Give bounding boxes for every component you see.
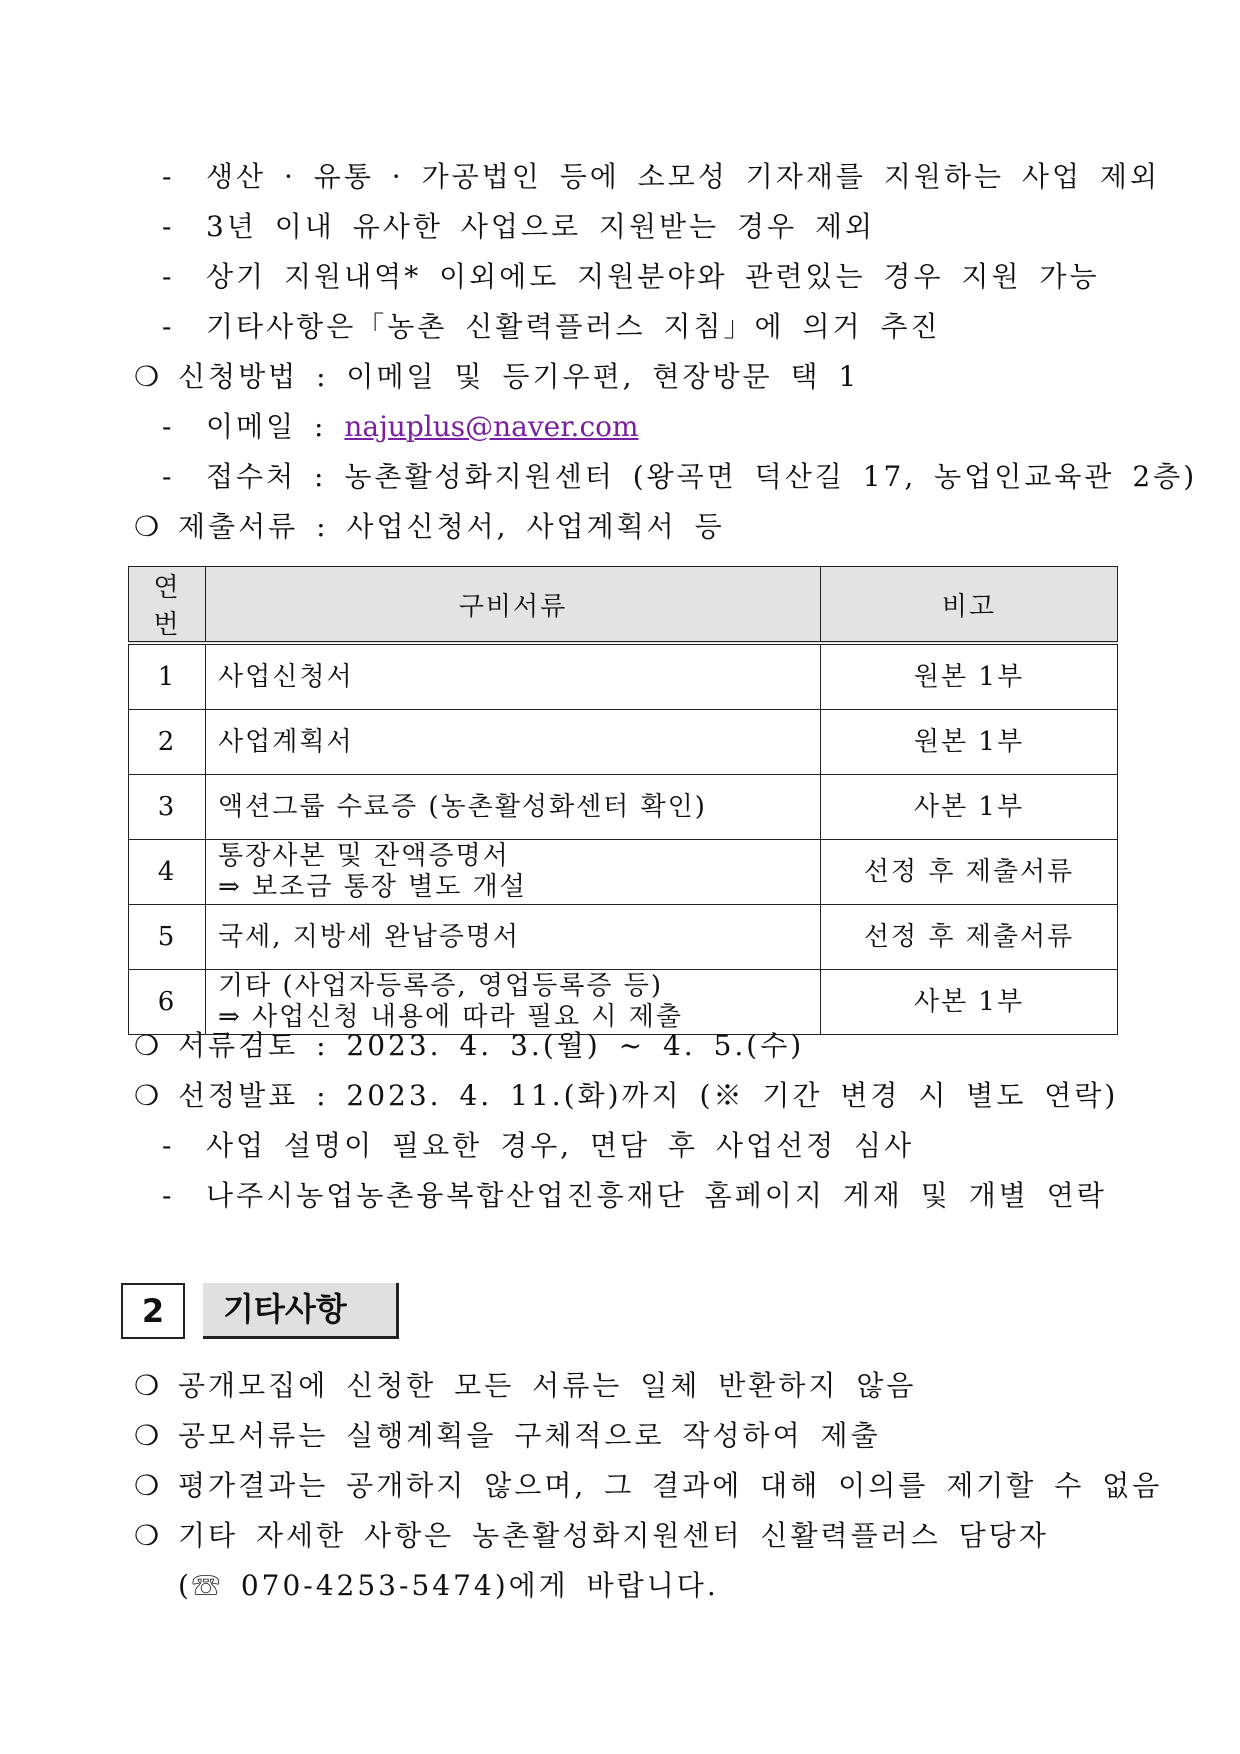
dash-bullet: - [162,260,175,293]
office-line: - 접수처 : 농촌활성화지원센터 (왕곡면 덕산길 17, 농업인교육관 2층) [162,457,1197,497]
contact-line: (☏ 070-4253-5474)에게 바랍니다. [178,1569,719,1602]
row-note: 원본 1부 [821,710,1118,775]
email-link[interactable]: najuplus@naver.com [344,410,639,443]
selection-announcement: ❍ 선정발표 : 2023. 4. 11.(화)까지 (※ 기간 변경 시 별도 연락) [134,1076,1118,1116]
condition-item: - 상기 지원내역* 이외에도 지원분야와 관련있는 경우 지원 가능 [162,257,1100,297]
table-row [129,905,1118,970]
other-item: ❍ 평가결과는 공개하지 않으며, 그 결과에 대해 이의를 제기할 수 없음 [134,1466,1162,1506]
row-number: 2 [129,710,206,775]
table-row [129,643,1118,710]
review-period: ❍ 서류검토 : 2023. 4. 3.(월) ~ 4. 5.(수) [134,1026,804,1066]
circle-bullet-icon: ❍ [134,1079,163,1112]
row-number: 3 [129,775,206,840]
dash-bullet: - [162,310,175,343]
dash-bullet: - [162,1129,175,1162]
table-row [129,775,1118,840]
dash-bullet: - [162,460,175,493]
row-number: 1 [129,643,206,710]
other-item: ❍ 기타 자세한 사항은 농촌활성화지원센터 신활력플러스 담당자 [134,1516,1049,1556]
condition-item: - 3년 이내 유사한 사업으로 지원받는 경우 제외 [162,207,875,247]
condition-item: - 기타사항은「농촌 신활력플러스 지침」에 의거 추진 [162,307,941,347]
header-note: 비고 [821,567,1118,644]
circle-bullet-icon: ❍ [134,1029,163,1062]
table-header-row [129,567,1118,644]
row-note: 선정 후 제출서류 [821,840,1118,905]
row-note: 선정 후 제출서류 [821,905,1118,970]
circle-bullet-icon: ❍ [134,360,163,393]
row-note: 원본 1부 [821,643,1118,710]
table-row [129,710,1118,775]
row-document: 사업계획서 [206,710,821,775]
row-number: 5 [129,905,206,970]
row-document: 사업신청서 [206,643,821,710]
header-number: 연번 [129,567,206,644]
other-item: ❍ 공모서류는 실행계획을 구체적으로 작성하여 제출 [134,1416,881,1456]
submission-documents: ❍ 제출서류 : 사업신청서, 사업계획서 등 [134,507,725,547]
dash-bullet: - [162,1179,175,1212]
row-document-subline: ⇒ 보조금 통장 별도 개설 [218,872,527,902]
other-item: ❍ 공개모집에 신청한 모든 서류는 일체 반환하지 않음 [134,1366,916,1406]
row-note: 사본 1부 [821,775,1118,840]
row-document: 통장사본 및 잔액증명서 ⇒ 보조금 통장 별도 개설 [206,840,821,905]
row-number: 4 [129,840,206,905]
dash-bullet: - [162,410,175,443]
circle-bullet-icon: ❍ [134,1469,163,1502]
table-row [129,840,1118,905]
row-document: 기타 (사업자등록증, 영업등록증 등) ⇒ 사업신청 내용에 따라 필요 시 제출 [206,970,821,1035]
header-documents: 구비서류 [206,567,821,644]
row-number: 6 [129,970,206,1035]
section-number: 2 [121,1283,185,1339]
circle-bullet-icon: ❍ [134,1519,163,1552]
row-document: 국세, 지방세 완납증명서 [206,905,821,970]
table-row [129,970,1118,1035]
circle-bullet-icon: ❍ [134,1369,163,1402]
circle-bullet-icon: ❍ [134,510,163,543]
required-documents-table [128,566,1118,1035]
circle-bullet-icon: ❍ [134,1419,163,1452]
application-method: ❍ 신청방법 : 이메일 및 등기우편, 현장방문 택 1 [134,357,859,397]
row-document-subline: ⇒ 사업신청 내용에 따라 필요 시 제출 [218,1002,683,1032]
dash-bullet: - [162,210,175,243]
selection-item: - 사업 설명이 필요한 경우, 면담 후 사업선정 심사 [162,1126,914,1166]
condition-item: - 생산 · 유통 · 가공법인 등에 소모성 기자재를 지원하는 사업 제외 [162,157,1160,197]
section-title: 기타사항 [203,1283,399,1339]
row-document: 액션그룹 수료증 (농촌활성화센터 확인) [206,775,821,840]
dash-bullet: - [162,160,175,193]
email-line: - 이메일 : najuplus@naver.com [162,407,639,447]
selection-item: - 나주시농업농촌융복합산업진흥재단 홈페이지 게재 및 개별 연락 [162,1176,1107,1216]
row-note: 사본 1부 [821,970,1118,1035]
